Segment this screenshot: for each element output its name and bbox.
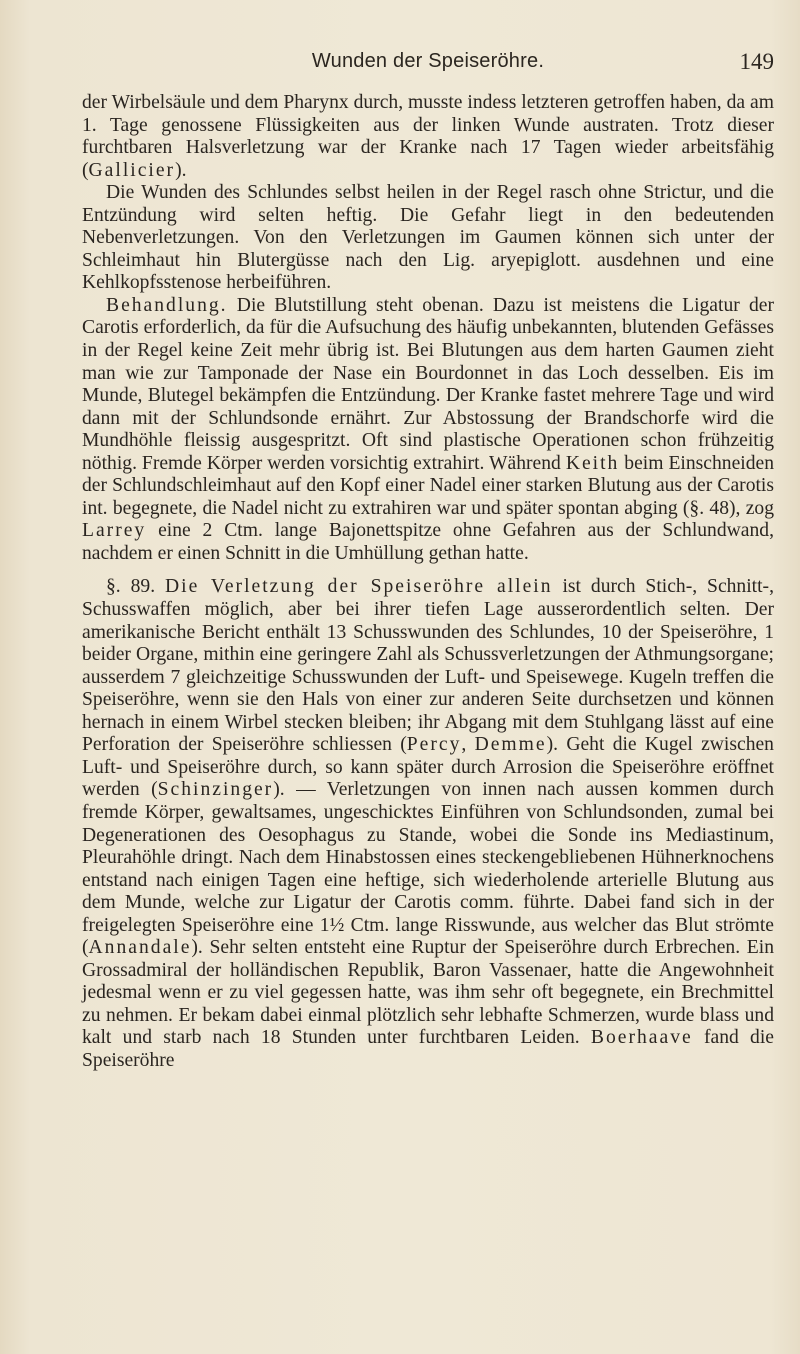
- paragraph-treatment: [82, 295, 774, 566]
- text-run: beim Einschneiden der Schlundschleimhaut auf den Kopf einer Nadel einer starken Blutung aus der Carotis int. begegnete, die Nadel nicht zu extrahiren war und später spontan abging (§. 48), zog: [82, 452, 775, 519]
- paragraph-section-89: [82, 576, 774, 1072]
- author-name: Schinzinger: [157, 779, 274, 801]
- text-run: ). Geht die Kugel zwischen Luft- und Speiseröhre durch, so kann später durch Arrosion die Speiseröhre eröffnet werden (: [82, 734, 774, 801]
- text-run: ). — Verletzungen von innen nach aussen kommen durch fremde Körper, gewaltsames, ungeschicktes Einführen von Schlundsonden, zumal bei Degenerationen des Oesophagus zu Stande, wobei die Sonde ins Mediastinum, Pleurahöhle dringt. Nach dem Hinabstossen eines steckengebliebenen Hühnerknochens entstand nach einigen Tagen eine heftige, sich wiederholende arterielle Blutung aus dem Munde, welche zur Ligatur der Carotis comm. führte. Dabei fand sich in der freigelegten Speiseröhre eine 1½ Ctm. lange Risswunde, aus welcher das Blut strömte (: [82, 779, 774, 959]
- text-run: Die Wunden des Schlundes selbst heilen in der Regel rasch ohne Strictur, und die Entzündung wird selten heftig. Die Gefahr liegt in den bedeutenden Nebenverletzungen. Von den Verletzungen im Gaumen können sich unter der Schleimhaut hin Blutergüsse nach den Lig. aryepiglott. ausdehnen und eine Kehlkopfsstenose herbeiführen.: [82, 182, 774, 294]
- text-run: Die Blutstillung steht obenan. Dazu ist meistens die Ligatur der Carotis erforderlich, da für die Aufsuchung des häufig unbekannten, blutenden Gefässes in der Regel keine Zeit mehr übrig ist. Bei Blutungen aus dem harten Gaumen zieht man wie zur Tamponade der Nase ein Bourdonnet in das Loch desselben. Eis im Munde, Blutegel bekämpfen die Entzündung. Der Kranke fastet mehrere Tage und wird dann mit der Schlundsonde ernährt. Zur Abstossung der Brandschorfe wird die Mundhöhle fleissig ausgespritzt. Oft sind plastische Operationen schon frühzeitig nöthig. Fremde Körper werden vorsichtig extrahirt. Während: [82, 294, 774, 474]
- text-run: der Wirbelsäule und dem Pharynx durch, musste indess letzteren getroffen haben, da am 1. Tage genossene Flüssigkeiten aus der linken Wunde austraten. Trotz dieser furchtbaren Halsverletzung war der Kranke nach 17 Tagen wieder arbeitsfähig (: [82, 92, 774, 181]
- text-run: fand die Speiseröhre: [82, 1027, 774, 1071]
- text-run: eine 2 Ctm. lange Bajonettspitze ohne Gefahren aus der Schlundwand, nachdem er einen Schnitt in die Umhüllung gethan hatte.: [82, 520, 774, 564]
- section-heading: Die Verletzung der Speiseröhre allein: [165, 576, 553, 598]
- paragraph-continuation: [82, 92, 774, 182]
- author-name: Keith: [565, 452, 620, 474]
- author-name: Percy: [406, 734, 462, 756]
- text-run: ist durch Stich-, Schnitt-, Schusswaffen möglich, aber bei ihrer tiefen Lage ausserordentlich selten. Der amerikanische Bericht enthält 13 Schusswunden des Schlundes, 10 der Speiseröhre, 1 beider Organe, mithin eine geringere Zahl als Schussverletzungen der Athmungsorgane; ausserdem 7 gleichzeitige Schusswunden der Luft- und Speisewege. Kugeln treffen die Speiseröhre, wenn sie den Hals von einer zur anderen Seite durchsetzen und können hernach in einem Wirbel stecken bleiben; ihr Abgang mit dem Stuhlgang lässt auf eine Perforation der Speiseröhre schliessen (: [82, 576, 774, 756]
- running-title: Wunden der Speiseröhre.: [311, 50, 545, 72]
- text-run: ).: [175, 159, 187, 181]
- author-name: Larrey: [82, 520, 147, 542]
- author-name: Gallicier: [88, 159, 176, 181]
- author-name: Demme: [474, 734, 547, 756]
- treatment-label: Behandlung.: [106, 294, 228, 316]
- text-run: ,: [461, 734, 475, 756]
- page-header: [82, 50, 774, 80]
- text-run: ). Sehr selten entsteht eine Ruptur der Speiseröhre durch Erbrechen. Ein Grossadmiral der holländischen Republik, Baron Vassenaer, hatte die Angewohnheit jedesmal wenn er zu viel gegessen hatte, was ihm sehr oft begegnete, ein Brechmittel zu nehmen. Er bekam dabei einmal plötzlich sehr lebhafte Schmerzen, wurde blass und kalt und starb nach 18 Stunden unter furchtbaren Leiden.: [82, 937, 774, 1049]
- author-name: Boerhaave: [590, 1027, 693, 1049]
- paragraph-wounds: [82, 182, 774, 295]
- section-number: §. 89.: [106, 576, 156, 598]
- author-name: Annandale: [88, 937, 192, 959]
- body-text: [82, 92, 774, 1073]
- page-number: 149: [739, 49, 774, 74]
